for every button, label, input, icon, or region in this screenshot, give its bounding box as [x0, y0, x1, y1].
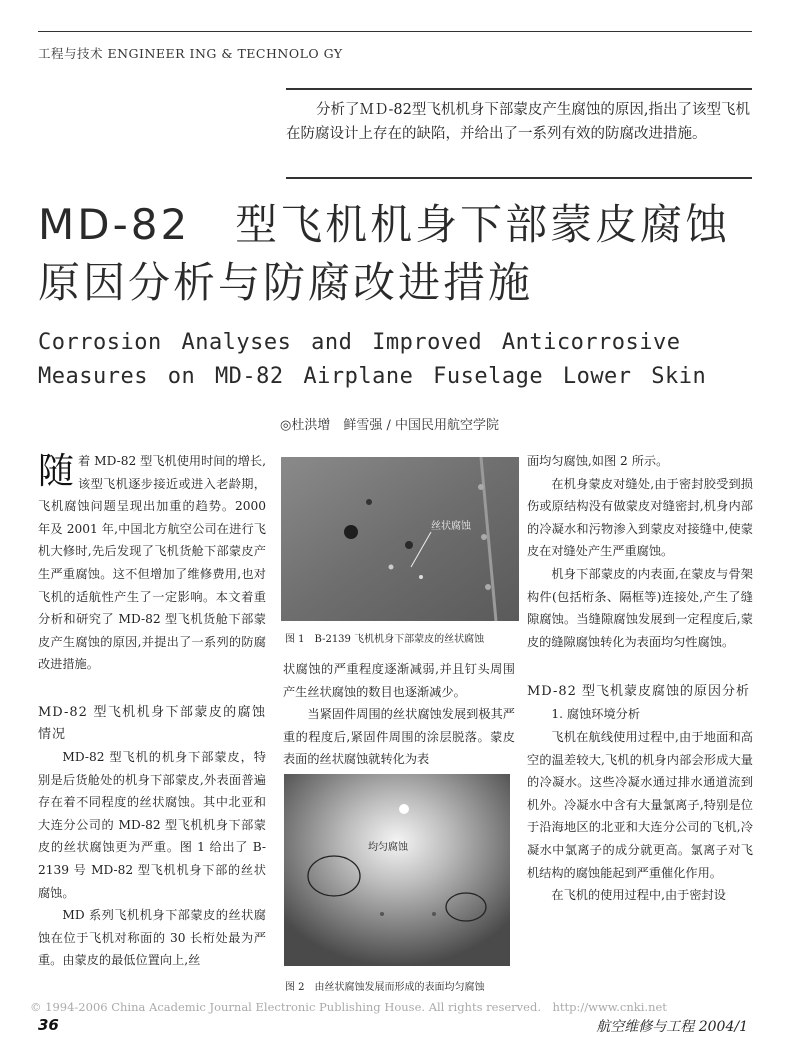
abstract: 分析了ＭＤ-82型飞机机身下部蒙皮产生腐蚀的原因,指出了该型飞机在防腐设计上存在的缺陷，并给出了一系列有效的防腐改进措施。: [286, 102, 750, 142]
figure-1-image: [281, 457, 519, 621]
abstract-top-rule: [286, 88, 752, 90]
section-heading-corrosion-status: MD-82 型飞机机身下部蒙皮的腐蚀情况: [38, 704, 266, 742]
subsection-heading: 1. 腐蚀环境分析: [551, 707, 641, 722]
figure-2-image: [284, 774, 510, 966]
column-3: [527, 450, 753, 907]
abstract-bottom-rule: [286, 177, 752, 179]
intro-text: 着 MD-82 型飞机使用时间的增长,该型飞机逐步接近或进入老龄期，飞机腐蚀问题呈现出加重的趋势。2000 年及 2001 年,中国北方航空公司在进行飞机大修时,先后发现了飞机货舱下部蒙皮产生严重腐蚀。这不但增加了维修费用,也对飞机的适航性产生了一定影响。本文着重分析和研究了 MD-82 型飞机货舱下部蒙皮产生腐蚀的原因,并提出了一系列的防腐改进措施。: [38, 454, 266, 672]
section-heading-cause-analysis: MD-82 型飞机蒙皮腐蚀的原因分析: [527, 684, 751, 700]
figure-1-caption: 图 1 B-2139 飞机机身下部蒙皮的丝状腐蚀: [285, 634, 485, 645]
figure-2-photo: [284, 774, 510, 966]
figure-1-photo: [281, 457, 519, 621]
paragraph-continued: 面均匀腐蚀,如图 2 所示。: [527, 454, 669, 468]
paragraph: 飞机在航线使用过程中,由于地面和高空的温差较大,飞机的机身内部会形成大量的冷凝水。这些冷凝水通过排水通道流到机外。冷凝水中含有大量氯离子,特别是位于沿海地区的北亚和大连分公司的飞机,冷凝水中氯离子的成分就更高。氯离子对飞机结构的腐蚀能起到严重催化作用。: [527, 729, 753, 880]
paragraph: 机身下部蒙皮的内表面,在蒙皮与骨架构件(包括桁条、隔框等)连接处,产生了缝隙腐蚀。当缝隙腐蚀发展到一定程度后,蒙皮的缝隙腐蚀转化为表面均匀性腐蚀。: [527, 566, 753, 649]
paragraph: MD 系列飞机机身下部蒙皮的丝状腐蚀在位于飞机对称面的 30 长桁处最为严重。由蒙皮的最低位置向上,丝: [38, 908, 266, 968]
column-2-text: [283, 658, 515, 771]
figure-2-annotation-label: 均匀腐蚀: [368, 842, 408, 853]
journal-section-header: 工程与技术 ENGINEER ING & TECHNOLO GY: [38, 46, 343, 61]
page-number: 36: [38, 1016, 59, 1034]
drop-cap: 随: [38, 451, 75, 492]
figure-2-caption: 图 2 由丝状腐蚀发展而形成的表面均匀腐蚀: [285, 982, 485, 993]
authors-affiliation: ◎杜洪增 鲜雪强 / 中国民用航空学院: [280, 418, 499, 433]
journal-name-issue: 航空维修与工程 2004/1: [596, 1019, 748, 1035]
title-chinese: MD-82 型飞机机身下部蒙皮腐蚀原因分析与防腐改进措施: [38, 200, 731, 307]
paragraph: 当紧固件周围的丝状腐蚀发展到极其严重的程度后,紧固件周围的涂层脱落。蒙皮表面的丝状腐蚀就转化为表: [283, 707, 515, 767]
figure-1-annotation-label: 丝状腐蚀: [431, 521, 471, 532]
paragraph: 在飞机的使用过程中,由于密封设: [551, 888, 726, 903]
copyright-watermark: © 1994-2006 China Academic Journal Electronic Publishing House. All rights reserved. http://www.cnki.net: [30, 1000, 667, 1014]
title-english: Corrosion Analyses and Improved Anticorrosive Measures on MD-82 Airplane Fuselage Lower Skin: [38, 330, 707, 389]
paragraph: 在机身蒙皮对缝处,由于密封胶受到损伤或原结构没有做蒙皮对缝密封,机身内部的冷凝水和污物渗入到蒙皮对接缝中,使蒙皮在对缝处产生严重腐蚀。: [527, 476, 753, 559]
column-1: [38, 450, 266, 972]
header-top-rule: [38, 31, 752, 32]
paragraph: MD-82 型飞机的机身下部蒙皮，特别是后货舱处的机身下部蒙皮,外表面普遍存在着不同程度的丝状腐蚀。其中北亚和大连分公司的 MD-82 型飞机机身下部蒙皮的丝状腐蚀更为严重。图 1 给出了 B-2139 号 MD-82 型飞机机身下部的丝状腐蚀。: [38, 749, 266, 900]
paragraph-continued: 状腐蚀的严重程度逐渐减弱,并且钉头周围产生丝状腐蚀的数目也逐渐减少。: [283, 662, 515, 699]
intro-paragraph: [38, 450, 266, 676]
